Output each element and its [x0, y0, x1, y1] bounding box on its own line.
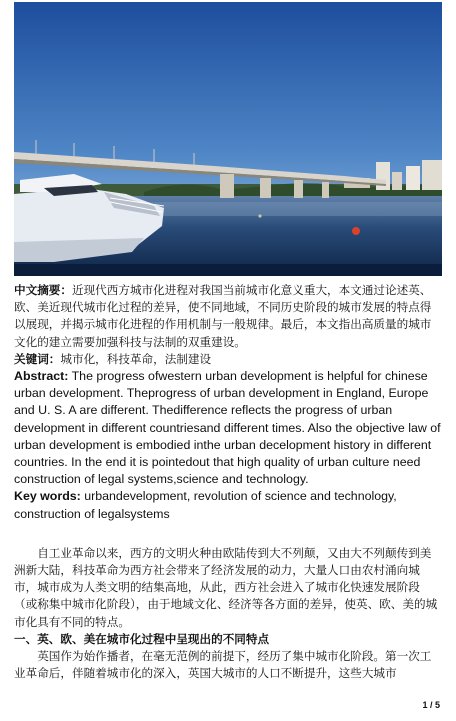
chinese-summary-text: 近现代西方城市化进程对我国当前城市化意义重大，本文通过论述英、欧、美近现代城市化过程的差异，使不同地域，不同历史阶段的城市发展的特点得以展现，并揭示城市化进程的作用机制与一般规律。最后，本文指出高质量的城市文化的建立需要加强科技与法制的双重建设。	[14, 283, 432, 349]
document-body	[14, 282, 442, 682]
cover-photo	[14, 2, 442, 276]
body-paragraph-2: 英国作为始作播者，在毫无范例的前提下，经历了集中城市化阶段。第一次工业革命后，伴随着城市化的深入，英国大城市的人口不断提升，这些大城市	[14, 649, 432, 681]
section-heading: 一、英、欧、美在城市化过程中呈现出的不同特点	[14, 631, 270, 646]
english-abstract-label: Abstract:	[14, 369, 69, 384]
chinese-summary	[14, 282, 442, 351]
english-keywords	[14, 488, 442, 522]
english-keywords-text: urbandevelopment, revolution of science and technology, construction of legalsystems	[14, 489, 397, 521]
chinese-summary-label: 中文摘要：	[14, 283, 72, 297]
english-abstract-text: The progress ofwestern urban development is helpful for chinese urban development. Theprogress of urban development in England, Europe and U. S. A are different. Thedifference reflects the progress of urban development in different countriesand different times. Also the objective law of urban development is embodied inthe urban decelopment history in different countries. In the end it is pointedout that high quality of urban culture need construction of legal systems,science and technology.	[14, 369, 441, 487]
body-paragraph-1: 自工业革命以来，西方的文明火种由欧陆传到大不列颠，又由大不列颠传到美洲新大陆，科技革命为西方社会带来了经济发展的动力，大量人口由农村涌向城市，城市成为人类文明的结集高地，从此，西方社会进入了城市化快速发展阶段（或称集中城市化阶段），由于地域文化、经济等各方面的差异，使英、欧、美的城市化具有不同的特点。	[14, 545, 438, 629]
english-abstract	[14, 368, 442, 488]
chinese-keywords-label: 关键词：	[14, 351, 61, 366]
chinese-keywords	[14, 351, 442, 368]
chinese-keywords-text: 城市化，科技革命，法制建设	[60, 351, 212, 366]
english-keywords-label: Key words:	[14, 489, 81, 504]
page-number: 1 / 5	[422, 700, 440, 710]
